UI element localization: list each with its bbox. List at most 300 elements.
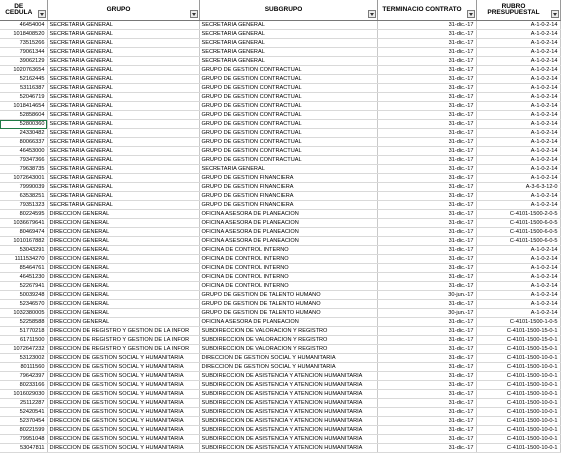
table-row [0,210,560,219]
cell-rubro[interactable]: A-1-0-2-14 [476,48,560,57]
cell-subgrupo[interactable]: DIRECCION DE GESTION SOCIAL Y HUMANITARIA [199,354,377,363]
cell-terminacion[interactable]: 31-dic.-17 [377,156,476,165]
table-row [0,111,560,120]
cell-cedula[interactable]: 52258588 [0,318,47,327]
header-subgrupo: SUBGRUPO [199,0,377,21]
cell-terminacion[interactable]: 31-dic.-17 [377,147,476,156]
cell-subgrupo[interactable]: GRUPO DE GESTION CONTRACTUAL [199,111,377,120]
cell-subgrupo[interactable]: OFICINA ASESORA DE PLANEACION [199,228,377,237]
cell-grupo[interactable]: DIRECCION DE GESTION SOCIAL Y HUMANITARIA [47,354,199,363]
table-row [0,66,560,75]
cell-grupo[interactable]: SECRETARIA GENERAL [47,156,199,165]
table-row [0,300,560,309]
cell-cedula[interactable]: 52800360 [0,120,47,129]
cell-terminacion[interactable]: 31-dic.-17 [377,228,476,237]
cell-rubro[interactable]: A-1-0-2-14 [476,156,560,165]
cell-terminacion[interactable]: 30-jun.-17 [377,309,476,318]
cell-cedula[interactable]: 80469474 [0,228,47,237]
table-row [0,237,560,246]
cell-terminacion[interactable]: 31-dic.-17 [377,381,476,390]
table-row [0,426,560,435]
table-row [0,165,560,174]
table-row [0,372,560,381]
cell-grupo[interactable]: DIRECCION DE GESTION SOCIAL Y HUMANITARIA [47,408,199,417]
cell-grupo[interactable]: SECRETARIA GENERAL [47,39,199,48]
cell-grupo[interactable]: DIRECCION DE GESTION SOCIAL Y HUMANITARIA [47,363,199,372]
cell-cedula[interactable]: 79347366 [0,156,47,165]
cell-terminacion[interactable]: 31-dic.-17 [377,417,476,426]
cell-terminacion[interactable]: 31-dic.-17 [377,327,476,336]
cell-terminacion[interactable]: 31-dic.-17 [377,390,476,399]
cell-cedula[interactable]: 52162445 [0,75,47,84]
cell-grupo[interactable]: DIRECCION GENERAL [47,237,199,246]
cell-subgrupo[interactable]: SUBDIRECCION DE ASISTENCIA Y ATENCION HUMANITARIA [199,435,377,444]
cell-terminacion[interactable]: 31-dic.-17 [377,75,476,84]
cell-grupo[interactable]: SECRETARIA GENERAL [47,129,199,138]
table-row [0,129,560,138]
cell-cedula[interactable]: 1032380005 [0,309,47,318]
cell-subgrupo[interactable]: SUBDIRECCION DE ASISTENCIA Y ATENCION HUMANITARIA [199,417,377,426]
cell-terminacion[interactable]: 31-dic.-17 [377,201,476,210]
cell-terminacion[interactable]: 31-dic.-17 [377,120,476,129]
cell-cedula[interactable]: 1016029030 [0,390,47,399]
header-terminacion: TERMINACIO CONTRATO [377,0,476,21]
cell-subgrupo[interactable]: SECRETARIA GENERAL [199,39,377,48]
table-row [0,93,560,102]
cell-rubro[interactable]: A-1-0-2-14 [476,30,560,39]
cell-cedula[interactable]: 79351323 [0,201,47,210]
cell-subgrupo[interactable]: SUBDIRECCION DE ASISTENCIA Y ATENCION HUMANITARIA [199,444,377,453]
cell-subgrupo[interactable]: GRUPO DE GESTION DE TALENTO HUMANO [199,309,377,318]
cell-terminacion[interactable]: 31-dic.-17 [377,399,476,408]
cell-subgrupo[interactable]: SUBDIRECCION DE ASISTENCIA Y ATENCION HUMANITARIA [199,408,377,417]
table-row [0,435,560,444]
cell-grupo[interactable]: DIRECCION DE GESTION SOCIAL Y HUMANITARIA [47,435,199,444]
cell-rubro[interactable]: C-4101-1500-15-0-1 [476,327,560,336]
cell-rubro[interactable]: A-1-0-2-14 [476,264,560,273]
cell-terminacion[interactable]: 31-dic.-17 [377,246,476,255]
cell-cedula[interactable]: 1072647232 [0,345,47,354]
cell-subgrupo[interactable]: SUBDIRECCION DE VALORACION Y REGISTRO [199,345,377,354]
cell-subgrupo[interactable]: OFICINA DE CONTROL INTERNO [199,273,377,282]
filter-dropdown-icon[interactable] [190,10,198,18]
cell-terminacion[interactable]: 30-jun.-17 [377,291,476,300]
table-row [0,273,560,282]
cell-subgrupo[interactable]: SUBDIRECCION DE ASISTENCIA Y ATENCION HUMANITARIA [199,381,377,390]
table-body [0,21,560,453]
cell-terminacion[interactable]: 31-dic.-17 [377,174,476,183]
cell-terminacion[interactable]: 31-dic.-17 [377,57,476,66]
cell-rubro[interactable]: A-1-0-2-14 [476,165,560,174]
cell-subgrupo[interactable]: SUBDIRECCION DE VALORACION Y REGISTRO [199,336,377,345]
cell-rubro[interactable]: C-4101-1500-6-0-5 [476,237,560,246]
cell-terminacion[interactable]: 31-dic.-17 [377,219,476,228]
cell-rubro[interactable]: C-4101-1500-6-0-5 [476,228,560,237]
table-row [0,21,560,30]
table-row [0,264,560,273]
cell-subgrupo[interactable]: OFICINA DE CONTROL INTERNO [199,246,377,255]
cell-grupo[interactable]: DIRECCION DE REGISTRO Y GESTION DE LA INFOR [47,336,199,345]
cell-cedula[interactable]: 1036679641 [0,219,47,228]
cell-subgrupo[interactable]: OFICINA ASESORA DE PLANEACION [199,237,377,246]
cell-terminacion[interactable]: 31-dic.-17 [377,138,476,147]
table-row [0,390,560,399]
table-row [0,48,560,57]
cell-subgrupo[interactable]: GRUPO DE GESTION CONTRACTUAL [199,75,377,84]
cell-terminacion[interactable]: 31-dic.-17 [377,408,476,417]
cell-cedula[interactable]: 79638735 [0,165,47,174]
cell-rubro[interactable]: A-1-0-2-14 [476,201,560,210]
cell-terminacion[interactable]: 31-dic.-17 [377,48,476,57]
cell-grupo[interactable]: DIRECCION GENERAL [47,255,199,264]
cell-subgrupo[interactable]: GRUPO DE GESTION CONTRACTUAL [199,156,377,165]
cell-grupo[interactable]: DIRECCION GENERAL [47,273,199,282]
cell-rubro[interactable]: C-4101-1500-10-0-1 [476,408,560,417]
cell-grupo[interactable]: DIRECCION GENERAL [47,282,199,291]
cell-cedula[interactable]: 1018408520 [0,30,47,39]
cell-cedula[interactable]: 52858604 [0,111,47,120]
cell-terminacion[interactable]: 31-dic.-17 [377,345,476,354]
cell-subgrupo[interactable]: SECRETARIA GENERAL [199,48,377,57]
cell-grupo[interactable]: DIRECCION GENERAL [47,318,199,327]
table-row [0,156,560,165]
cell-rubro[interactable]: A-1-0-2-14 [476,75,560,84]
cell-rubro[interactable]: A-1-0-2-14 [476,84,560,93]
cell-subgrupo[interactable]: SECRETARIA GENERAL [199,57,377,66]
cell-grupo[interactable]: DIRECCION GENERAL [47,228,199,237]
cell-terminacion[interactable]: 31-dic.-17 [377,336,476,345]
cell-cedula[interactable]: 52370454 [0,417,47,426]
table-row [0,120,560,129]
cell-rubro[interactable]: A-1-0-2-14 [476,255,560,264]
cell-rubro[interactable]: A-1-0-2-14 [476,246,560,255]
cell-rubro[interactable]: C-4101-1500-10-0-1 [476,444,560,453]
cell-subgrupo[interactable]: OFICINA ASESORA DE PLANEACION [199,219,377,228]
cell-cedula[interactable]: 46453000 [0,147,47,156]
cell-rubro[interactable]: A-1-0-2-14 [476,120,560,129]
table-row [0,192,560,201]
cell-rubro[interactable]: C-4101-1500-10-0-1 [476,399,560,408]
table-row [0,255,560,264]
cell-subgrupo[interactable]: GRUPO DE GESTION DE TALENTO HUMANO [199,291,377,300]
cell-grupo[interactable]: DIRECCION DE GESTION SOCIAL Y HUMANITARIA [47,444,199,453]
cell-subgrupo[interactable]: OFICINA ASESORA DE PLANEACION [199,210,377,219]
cell-cedula[interactable]: 52267941 [0,282,47,291]
cell-rubro[interactable]: A-1-0-2-14 [476,57,560,66]
cell-cedula[interactable]: 80111560 [0,363,47,372]
cell-grupo[interactable]: SECRETARIA GENERAL [47,93,199,102]
cell-rubro[interactable]: A-1-0-2-14 [476,93,560,102]
cell-subgrupo[interactable]: SUBDIRECCION DE ASISTENCIA Y ATENCION HUMANITARIA [199,390,377,399]
cell-cedula[interactable]: 63538251 [0,192,47,201]
table-row [0,183,560,192]
cell-terminacion[interactable]: 31-dic.-17 [377,264,476,273]
cell-subgrupo[interactable]: SECRETARIA GENERAL [199,165,377,174]
cell-rubro[interactable]: A-1-0-2-14 [476,291,560,300]
cell-rubro[interactable]: C-4101-1500-10-0-1 [476,363,560,372]
cell-subgrupo[interactable]: OFICINA DE CONTROL INTERNO [199,255,377,264]
table-row [0,363,560,372]
table-row [0,57,560,66]
cell-terminacion[interactable]: 31-dic.-17 [377,426,476,435]
cell-cedula[interactable]: 1010167882 [0,237,47,246]
table-row [0,201,560,210]
table-row [0,174,560,183]
cell-rubro[interactable]: C-4101-1500-10-0-1 [476,426,560,435]
cell-grupo[interactable]: DIRECCION GENERAL [47,309,199,318]
cell-cedula[interactable]: 51770218 [0,327,47,336]
header-cedula: DE CEDULA [0,0,47,21]
cell-subgrupo[interactable]: GRUPO DE GESTION CONTRACTUAL [199,120,377,129]
cell-cedula[interactable]: 61711500 [0,336,47,345]
cell-cedula[interactable]: 79990039 [0,183,47,192]
cell-grupo[interactable]: DIRECCION DE REGISTRO Y GESTION DE LA INFOR [47,345,199,354]
cell-subgrupo[interactable]: SECRETARIA GENERAL [199,30,377,39]
cell-cedula[interactable]: 53116387 [0,84,47,93]
cell-terminacion[interactable]: 31-dic.-17 [377,129,476,138]
cell-cedula[interactable]: 1020763654 [0,66,47,75]
cell-rubro[interactable]: A-1-0-2-14 [476,192,560,201]
cell-cedula[interactable]: 46454004 [0,21,47,30]
cell-subgrupo[interactable]: GRUPO DE GESTION CONTRACTUAL [199,84,377,93]
table-row [0,408,560,417]
cell-cedula[interactable]: 80224595 [0,210,47,219]
cell-grupo[interactable]: SECRETARIA GENERAL [47,138,199,147]
cell-grupo[interactable]: DIRECCION GENERAL [47,210,199,219]
cell-subgrupo[interactable]: GRUPO DE GESTION FINANCIERA [199,174,377,183]
cell-terminacion[interactable]: 31-dic.-17 [377,372,476,381]
cell-cedula[interactable]: 79951048 [0,435,47,444]
cell-rubro[interactable]: A-3-6-3-12-0 [476,183,560,192]
cell-terminacion[interactable]: 31-dic.-17 [377,165,476,174]
cell-subgrupo[interactable]: GRUPO DE GESTION CONTRACTUAL [199,138,377,147]
cell-cedula[interactable]: 80233166 [0,381,47,390]
cell-cedula[interactable]: 52346570 [0,300,47,309]
cell-rubro[interactable]: A-1-0-2-14 [476,300,560,309]
cell-terminacion[interactable]: 31-dic.-17 [377,30,476,39]
cell-grupo[interactable]: SECRETARIA GENERAL [47,66,199,75]
cell-rubro[interactable]: C-4101-1500-2-0-5 [476,210,560,219]
cell-rubro[interactable]: A-1-0-2-14 [476,111,560,120]
cell-subgrupo[interactable]: SUBDIRECCION DE ASISTENCIA Y ATENCION HUMANITARIA [199,372,377,381]
cell-grupo[interactable]: SECRETARIA GENERAL [47,30,199,39]
cell-grupo[interactable]: DIRECCION DE GESTION SOCIAL Y HUMANITARIA [47,381,199,390]
cell-grupo[interactable]: SECRETARIA GENERAL [47,174,199,183]
table-row [0,282,560,291]
table-row [0,309,560,318]
cell-terminacion[interactable]: 31-dic.-17 [377,84,476,93]
table-row [0,102,560,111]
cell-grupo[interactable]: DIRECCION GENERAL [47,219,199,228]
table-row [0,291,560,300]
cell-grupo[interactable]: DIRECCION GENERAL [47,246,199,255]
cell-grupo[interactable]: SECRETARIA GENERAL [47,201,199,210]
cell-terminacion[interactable]: 31-dic.-17 [377,210,476,219]
cell-rubro[interactable]: A-1-0-2-14 [476,174,560,183]
cell-rubro[interactable]: A-1-0-2-14 [476,147,560,156]
cell-terminacion[interactable]: 31-dic.-17 [377,111,476,120]
cell-cedula[interactable]: 73515266 [0,39,47,48]
cell-grupo[interactable]: SECRETARIA GENERAL [47,75,199,84]
cell-subgrupo[interactable]: SUBDIRECCION DE ASISTENCIA Y ATENCION HUMANITARIA [199,399,377,408]
cell-subgrupo[interactable]: GRUPO DE GESTION CONTRACTUAL [199,129,377,138]
table-row [0,219,560,228]
filter-dropdown-icon[interactable] [368,10,376,18]
cell-rubro[interactable]: C-4101-1500-10-0-1 [476,372,560,381]
table-row [0,39,560,48]
cell-rubro[interactable]: C-4101-1500-10-0-1 [476,381,560,390]
cell-rubro[interactable]: A-1-0-2-14 [476,273,560,282]
cell-subgrupo[interactable]: SUBDIRECCION DE VALORACION Y REGISTRO [199,327,377,336]
cell-terminacion[interactable]: 31-dic.-17 [377,282,476,291]
cell-grupo[interactable]: SECRETARIA GENERAL [47,111,199,120]
cell-grupo[interactable]: DIRECCION GENERAL [47,291,199,300]
header-row [0,0,560,21]
cell-rubro[interactable]: C-4101-1500-10-0-1 [476,417,560,426]
cell-cedula[interactable]: 53123002 [0,354,47,363]
cell-cedula[interactable]: 1018414654 [0,102,47,111]
cell-rubro[interactable]: A-1-0-2-14 [476,21,560,30]
cell-subgrupo[interactable]: GRUPO DE GESTION CONTRACTUAL [199,102,377,111]
filter-dropdown-icon[interactable] [551,10,559,18]
cell-terminacion[interactable]: 31-dic.-17 [377,363,476,372]
cell-grupo[interactable]: DIRECCION DE GESTION SOCIAL Y HUMANITARIA [47,390,199,399]
cell-terminacion[interactable]: 31-dic.-17 [377,318,476,327]
cell-cedula[interactable]: 24330482 [0,129,47,138]
cell-cedula[interactable]: 79061344 [0,48,47,57]
filter-dropdown-icon[interactable] [467,10,475,18]
cell-terminacion[interactable]: 31-dic.-17 [377,435,476,444]
cell-terminacion[interactable]: 31-dic.-17 [377,354,476,363]
cell-grupo[interactable]: DIRECCION DE REGISTRO Y GESTION DE LA INFOR [47,327,199,336]
cell-cedula[interactable]: 52046719 [0,93,47,102]
cell-grupo[interactable]: SECRETARIA GENERAL [47,48,199,57]
table-row [0,246,560,255]
cell-cedula[interactable]: 46451230 [0,273,47,282]
cell-grupo[interactable]: SECRETARIA GENERAL [47,165,199,174]
cell-cedula[interactable]: 1111534270 [0,255,47,264]
cell-rubro[interactable]: C-4101-1500-15-0-1 [476,336,560,345]
cell-subgrupo[interactable]: GRUPO DE GESTION CONTRACTUAL [199,93,377,102]
cell-terminacion[interactable]: 31-dic.-17 [377,300,476,309]
table-row [0,318,560,327]
cell-cedula[interactable]: 53043291 [0,246,47,255]
table-row [0,147,560,156]
cell-rubro[interactable]: C-4101-1500-10-0-1 [476,354,560,363]
cell-cedula[interactable]: 85464761 [0,264,47,273]
cell-cedula[interactable]: 52420541 [0,408,47,417]
cell-subgrupo[interactable]: GRUPO DE GESTION CONTRACTUAL [199,66,377,75]
cell-grupo[interactable]: DIRECCION DE GESTION SOCIAL Y HUMANITARIA [47,417,199,426]
cell-grupo[interactable]: SECRETARIA GENERAL [47,57,199,66]
table-row [0,354,560,363]
cell-cedula[interactable]: 39062129 [0,57,47,66]
cell-rubro[interactable]: A-1-0-2-14 [476,138,560,147]
cell-grupo[interactable]: DIRECCION GENERAL [47,264,199,273]
cell-grupo[interactable]: DIRECCION GENERAL [47,300,199,309]
cell-subgrupo[interactable]: OFICINA ASESORA DE PLANEACION [199,318,377,327]
cell-cedula[interactable]: 1072643001 [0,174,47,183]
table-row [0,444,560,453]
cell-grupo[interactable]: DIRECCION DE GESTION SOCIAL Y HUMANITARIA [47,426,199,435]
cell-grupo[interactable]: SECRETARIA GENERAL [47,21,199,30]
cell-rubro[interactable]: C-4101-1500-10-0-1 [476,435,560,444]
cell-cedula[interactable]: 79642397 [0,372,47,381]
cell-subgrupo[interactable]: OFICINA DE CONTROL INTERNO [199,264,377,273]
cell-cedula[interactable]: 80221599 [0,426,47,435]
cell-subgrupo[interactable]: GRUPO DE GESTION FINANCIERA [199,183,377,192]
cell-terminacion[interactable]: 31-dic.-17 [377,273,476,282]
cell-rubro[interactable]: A-1-0-2-14 [476,102,560,111]
cell-subgrupo[interactable]: SUBDIRECCION DE ASISTENCIA Y ATENCION HUMANITARIA [199,426,377,435]
cell-rubro[interactable]: A-1-0-2-14 [476,129,560,138]
cell-rubro[interactable]: A-1-0-2-14 [476,39,560,48]
table-row [0,84,560,93]
table-row [0,345,560,354]
cell-cedula[interactable]: 25112287 [0,399,47,408]
cell-terminacion[interactable]: 31-dic.-17 [377,183,476,192]
cell-terminacion[interactable]: 31-dic.-17 [377,192,476,201]
cell-rubro[interactable]: C-4101-1500-10-0-1 [476,390,560,399]
cell-terminacion[interactable]: 31-dic.-17 [377,21,476,30]
cell-grupo[interactable]: SECRETARIA GENERAL [47,183,199,192]
table-row [0,327,560,336]
table-row [0,381,560,390]
cell-terminacion[interactable]: 31-dic.-17 [377,444,476,453]
cell-grupo[interactable]: DIRECCION DE GESTION SOCIAL Y HUMANITARIA [47,399,199,408]
table-row [0,138,560,147]
table-row [0,336,560,345]
cell-cedula[interactable]: 53047811 [0,444,47,453]
cell-rubro[interactable]: A-1-0-2-14 [476,282,560,291]
cell-grupo[interactable]: SECRETARIA GENERAL [47,192,199,201]
cell-rubro[interactable]: A-1-0-2-14 [476,66,560,75]
table-row [0,399,560,408]
cell-subgrupo[interactable]: SECRETARIA GENERAL [199,21,377,30]
cell-cedula[interactable]: 80066337 [0,138,47,147]
cell-subgrupo[interactable]: DIRECCION DE GESTION SOCIAL Y HUMANITARIA [199,363,377,372]
cell-grupo[interactable]: SECRETARIA GENERAL [47,84,199,93]
cell-grupo[interactable]: DIRECCION DE GESTION SOCIAL Y HUMANITARIA [47,372,199,381]
table-row [0,75,560,84]
filter-dropdown-icon[interactable] [38,10,46,18]
cell-grupo[interactable]: SECRETARIA GENERAL [47,120,199,129]
cell-subgrupo[interactable]: GRUPO DE GESTION CONTRACTUAL [199,147,377,156]
cell-terminacion[interactable]: 31-dic.-17 [377,39,476,48]
cell-rubro[interactable]: C-4101-1500-6-0-5 [476,219,560,228]
cell-grupo[interactable]: SECRETARIA GENERAL [47,147,199,156]
cell-terminacion[interactable]: 31-dic.-17 [377,237,476,246]
cell-rubro[interactable]: C-4101-1500-15-0-1 [476,345,560,354]
header-grupo: GRUPO [47,0,199,21]
table-row [0,417,560,426]
cell-rubro[interactable]: A-1-0-2-14 [476,309,560,318]
cell-terminacion[interactable]: 31-dic.-17 [377,93,476,102]
cell-subgrupo[interactable]: GRUPO DE GESTION FINANCIERA [199,201,377,210]
table-row [0,228,560,237]
table-row [0,30,560,39]
cell-grupo[interactable]: SECRETARIA GENERAL [47,102,199,111]
cell-subgrupo[interactable]: GRUPO DE GESTION FINANCIERA [199,192,377,201]
cell-subgrupo[interactable]: GRUPO DE GESTION DE TALENTO HUMANO [199,300,377,309]
cell-terminacion[interactable]: 31-dic.-17 [377,255,476,264]
header-rubro: RUBRO PRESUPUESTAL [476,0,560,21]
cell-terminacion[interactable]: 31-dic.-17 [377,66,476,75]
cell-rubro[interactable]: C-4101-1500-1-0-5 [476,318,560,327]
cell-terminacion[interactable]: 31-dic.-17 [377,102,476,111]
cell-subgrupo[interactable]: OFICINA DE CONTROL INTERNO [199,282,377,291]
cell-cedula[interactable]: 50039248 [0,291,47,300]
